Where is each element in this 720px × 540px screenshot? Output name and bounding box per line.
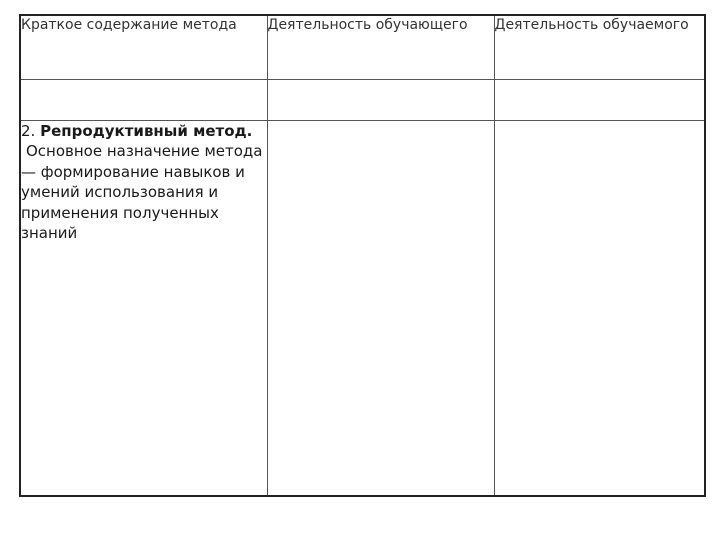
method-number: 2. (21, 121, 36, 140)
table-row-empty (20, 79, 705, 120)
method-title: Репродуктивный метод. (40, 121, 253, 140)
teacher-activity-cell (267, 120, 494, 496)
header-method-summary: Краткое содержание метода (20, 15, 267, 79)
empty-cell (494, 79, 705, 120)
method-description: Основное назначение метода — формирование навыков и умений использования и применения полученных знаний (21, 142, 263, 242)
header-learner-activity: Деятельность обучаемого (494, 15, 705, 79)
table-header-row (20, 15, 705, 79)
method-table (19, 14, 706, 497)
table-row-method (20, 120, 705, 496)
empty-cell (20, 79, 267, 120)
method-summary-cell (20, 120, 267, 496)
learner-activity-cell (494, 120, 705, 496)
empty-cell (267, 79, 494, 120)
header-teacher-activity: Деятельность обучающего (267, 15, 494, 79)
